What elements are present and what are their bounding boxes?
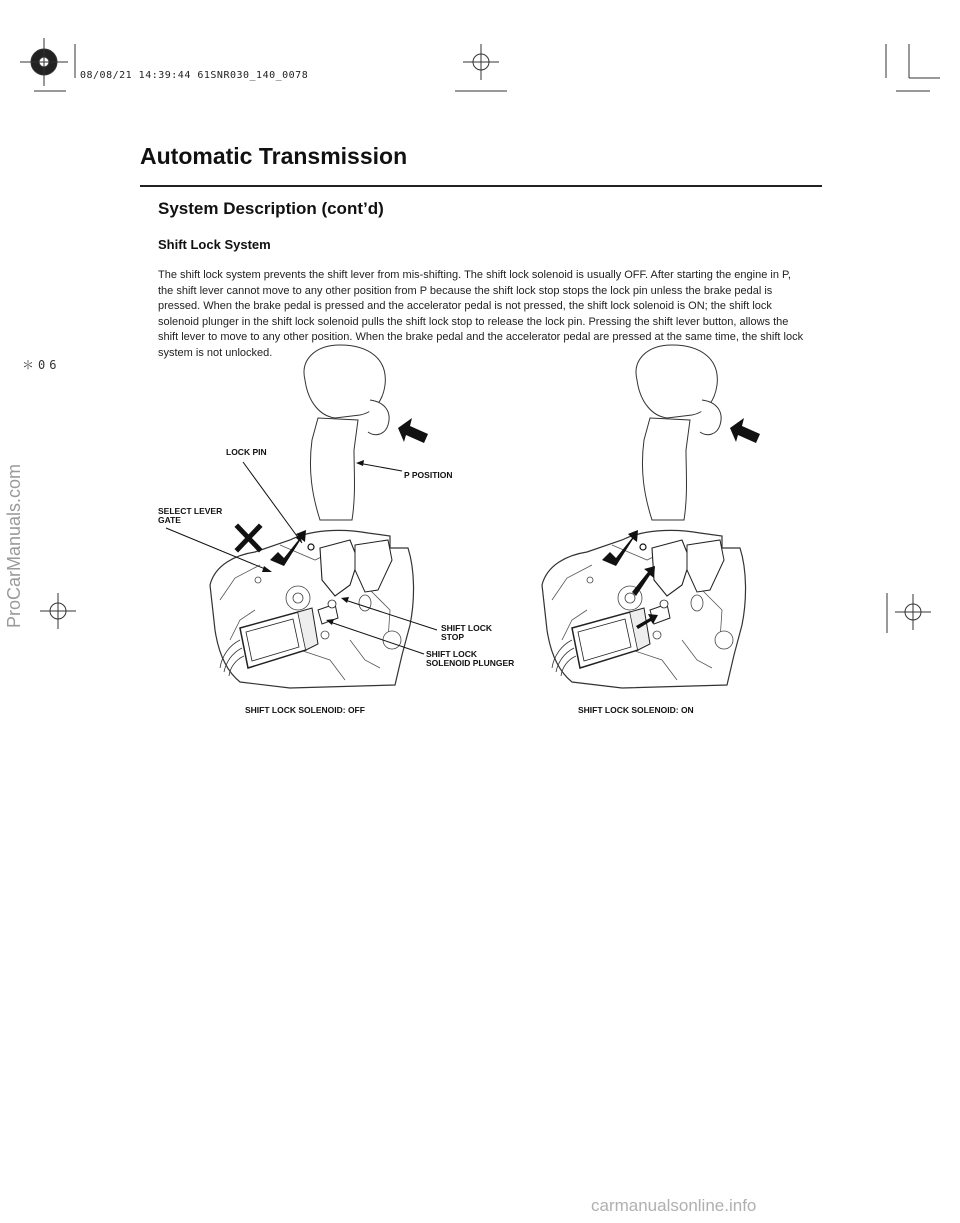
label-select-lever-gate: SELECT LEVER GATE: [158, 506, 223, 525]
caption-solenoid-on: SHIFT LOCK SOLENOID: ON: [578, 705, 694, 715]
side-watermark: ProCarManuals.com: [4, 463, 24, 628]
label-p-position: P POSITION: [404, 470, 453, 480]
description-paragraph: The shift lock system prevents the shift lever from mis-shifting. The shift lock solenoid is usually OFF. After starting the engine in P, the shift lever cannot move to any other position from P because the shift lock stop stops the lock pin unless the brake pedal is pressed. When the brake pedal is pressed and the accelerator pedal is not pressed, the shift lock solenoid is ON; the shift lock solenoid plunger in the shift lock solenoid pulls the shift lock stop to release the lock pin. Pressing the shift lever button, allows the shift lever to move to any other position. When the brake pedal and the accelerator pedal are pressed at the same time, the shift lock system is not unlocked.: [158, 269, 804, 359]
label-shift-lock-solenoid-plunger: SHIFT LOCK SOLENOID PLUNGER: [426, 649, 515, 668]
print-stamp: 08/08/21 14:39:44 61SNR030_140_0078: [80, 70, 309, 81]
subsection-heading: Shift Lock System: [158, 237, 271, 252]
page-title: Automatic Transmission: [140, 143, 408, 169]
label-lock-pin: LOCK PIN: [226, 447, 267, 457]
leader-lock-pin: [243, 462, 302, 543]
push-arrow-icon: [730, 418, 760, 443]
label-shift-lock-stop: SHIFT LOCK STOP: [441, 623, 492, 642]
leader-p-position: [358, 463, 402, 471]
push-arrow-icon: [398, 418, 428, 443]
side-code: ＊06: [22, 358, 61, 372]
blocked-x-icon: [238, 527, 259, 549]
bottom-watermark: carmanualsonline.info: [591, 1196, 757, 1215]
section-title: System Description (cont’d): [158, 199, 384, 218]
caption-solenoid-off: SHIFT LOCK SOLENOID: OFF: [245, 705, 365, 715]
